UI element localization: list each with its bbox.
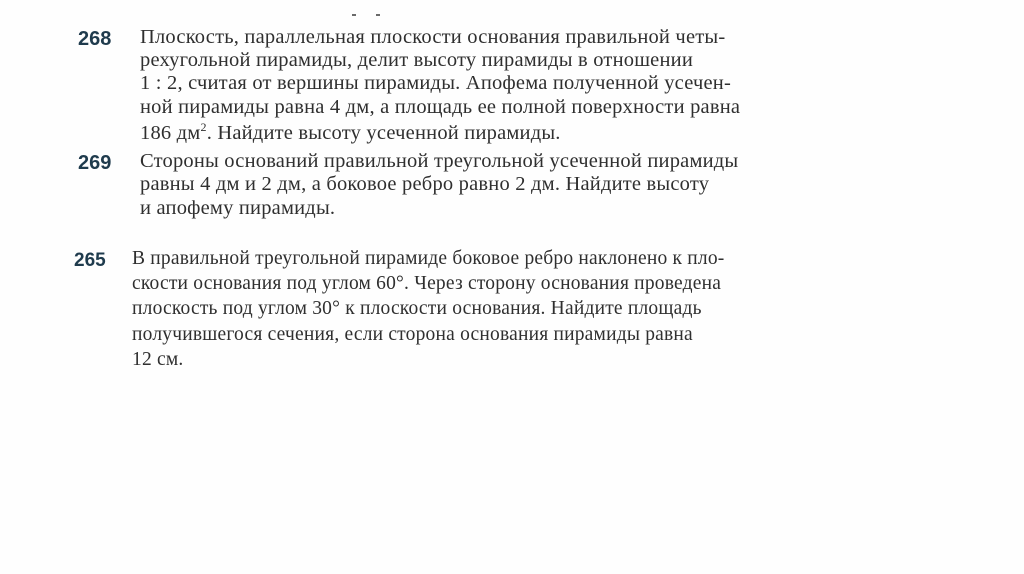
scan-artifact: [352, 14, 382, 20]
problem-text-line: 1 : 2, считая от вершины пирамиды. Апофема полученной усечен-: [140, 72, 731, 94]
problem-number: 265: [74, 250, 106, 271]
problem-text-line: рехугольной пирамиды, делит высоту пирамиды в отношении: [140, 49, 693, 71]
problem-text-line: плоскость под углом 30° к плоскости основания. Найдите площадь: [132, 298, 702, 319]
problem-text-line: и апофему пирамиды.: [140, 197, 336, 219]
problem-text-line: В правильной треугольной пирамиде боковое ребро наклонено к пло-: [132, 248, 725, 269]
problem-text-line: получившегося сечения, если сторона основания пирамиды равна: [132, 324, 693, 345]
problem-number: 269: [78, 152, 112, 174]
problem-text-line: ной пирамиды равна 4 дм, а площадь ее полной поверхности равна: [140, 96, 741, 118]
area-value: 186 дм: [140, 121, 201, 144]
problem-text-line: [140, 120, 561, 145]
problem-question: . Найдите высоту усеченной пирамиды.: [206, 121, 561, 144]
problem-text-line: Плоскость, параллельная плоскости основания правильной четы-: [140, 26, 726, 48]
problem-text-line: равны 4 дм и 2 дм, а боковое ребро равно 2 дм. Найдите высоту: [140, 173, 710, 195]
problem-text-line: скости основания под углом 60°. Через сторону основания проведена: [132, 273, 722, 294]
problem-text-line: Стороны оснований правильной треугольной усеченной пирамиды: [140, 150, 739, 172]
problem-number: 268: [78, 28, 112, 50]
superscript-exponent: 2: [200, 120, 207, 134]
problem-text-line: 12 см.: [132, 349, 184, 370]
